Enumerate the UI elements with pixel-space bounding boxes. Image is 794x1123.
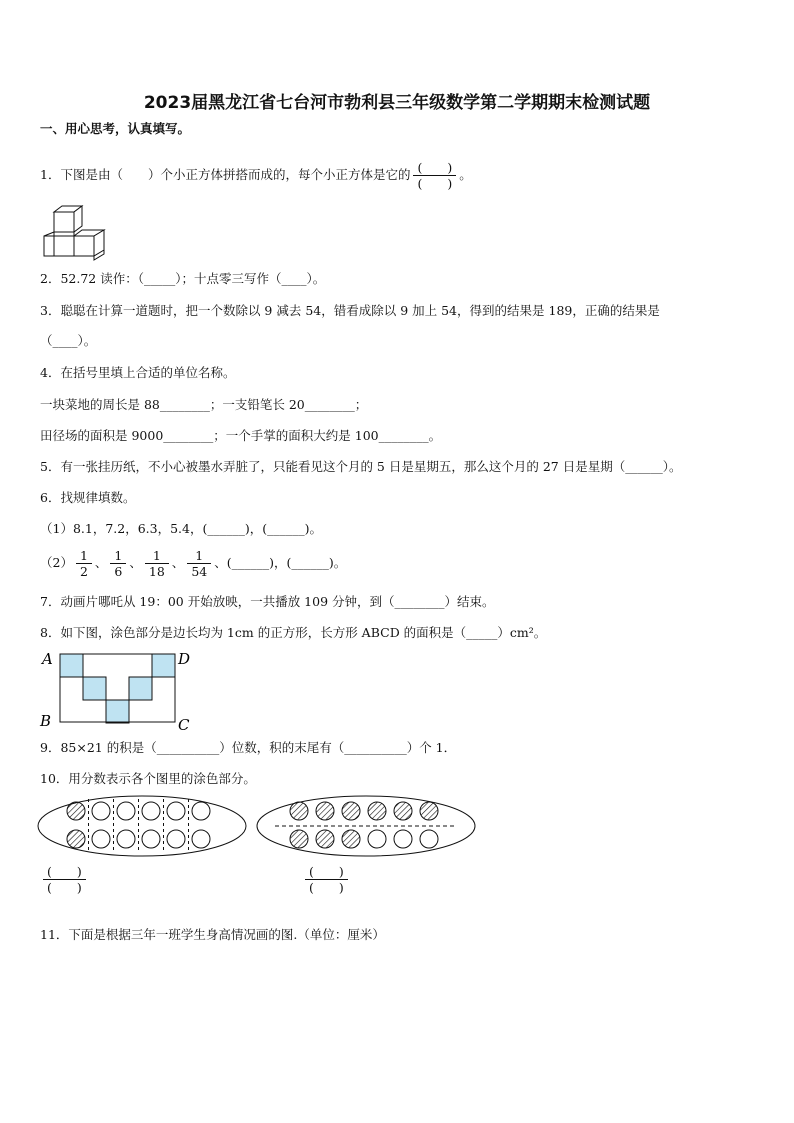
shaded-circle	[342, 802, 360, 820]
question-2: 2．52.72 读作：（_____）；十点零三写作（____）。	[40, 271, 326, 286]
q6-fraction-2	[110, 548, 126, 579]
circle	[142, 802, 160, 820]
question-4-line-1: 一块菜地的周长是 88________；一支铅笔长 20________；	[40, 397, 368, 412]
q10-answer-left	[40, 864, 89, 895]
q1-end: 。	[459, 167, 472, 182]
ellipse-figure-left	[36, 794, 248, 858]
question-5: 5．有一张挂历纸，不小心被墨水弄脏了，只能看见这个月的 5 日是星期五，那么这个月的 27 日是星期（______）。	[40, 459, 682, 474]
circle	[167, 830, 185, 848]
question-1	[40, 160, 472, 191]
question-11: 11．下面是根据三年一班学生身高情况画的图.（单位：厘米）	[40, 927, 385, 942]
shaded-circle	[342, 830, 360, 848]
shaded-circle	[394, 802, 412, 820]
q10-left-num: ( )	[43, 864, 86, 880]
label-b: B	[40, 712, 52, 730]
shaded-square	[152, 654, 175, 677]
question-9: 9．85×21 的积是（__________）位数，积的末尾有（__________）个 1．	[40, 740, 457, 755]
q6-frac4-den: 54	[191, 564, 208, 579]
q6-frac1-num: 1	[76, 548, 92, 564]
q6-fraction-1	[76, 548, 92, 579]
circle	[368, 830, 386, 848]
q10-left-den: ( )	[47, 880, 82, 895]
q6-fraction-4	[187, 548, 211, 579]
shaded-circle	[290, 830, 308, 848]
label-c: C	[178, 716, 190, 732]
question-4-line-2: 田径场的面积是 9000________；一个手掌的面积大约是 100________。	[40, 428, 442, 443]
circle	[420, 830, 438, 848]
shaded-circle	[420, 802, 438, 820]
q1-denominator: ( )	[417, 176, 453, 191]
shaded-circle	[316, 830, 334, 848]
q10-right-den: ( )	[309, 880, 344, 895]
question-3-line-2: （____）。	[40, 333, 97, 348]
circle	[192, 830, 210, 848]
shaded-circle	[67, 802, 85, 820]
q10-answer-right	[302, 864, 351, 895]
shaded-square	[129, 677, 152, 700]
shaded-circle	[368, 802, 386, 820]
question-4-title: 4．在括号里填上合适的单位名称。	[40, 365, 236, 380]
section-heading: 一、用心思考，认真填写。	[40, 121, 191, 136]
shaded-squares	[60, 654, 175, 723]
step-outline	[60, 677, 175, 700]
q6-frac2-num: 1	[110, 548, 126, 564]
ellipse-figure-right	[255, 794, 477, 858]
circle	[394, 830, 412, 848]
question-3-line-1: 3．聪聪在计算一道题时，把一个数除以 9 减去 54，错看成除以 9 加上 54，得到的结果是 189，正确的结果是	[40, 303, 660, 318]
question-10-title: 10．用分数表示各个图里的涂色部分。	[40, 771, 256, 786]
q6-frac1-den: 2	[79, 564, 88, 579]
question-6-sub-2: （2） $\frac{1}{2}$ 、 $\frac{1}{6}$ 、 $\frac{1}{18}$ 、 $\frac{1}{54}$ 、(______)，(______)。	[40, 548, 347, 579]
question-6-title: 6．找规律填数。	[40, 490, 136, 505]
circle	[92, 830, 110, 848]
shaded-square	[106, 700, 129, 723]
q1-fraction	[413, 160, 456, 191]
q6-sub2-label: （2）	[40, 555, 73, 570]
rectangle-abcd-figure	[38, 646, 198, 732]
q1-text: 1．下图是由（ ）个小正方体拼搭而成的，每个小正方体是它的	[40, 167, 411, 182]
q10-right-num: ( )	[305, 864, 348, 880]
question-6-sub-1: （1）8.1，7.2，6.3，5.4，(______)，(______)。	[40, 521, 322, 536]
shaded-square	[60, 654, 83, 677]
q6-sub2-tail: 、(______)，(______)。	[214, 555, 347, 570]
circle	[117, 830, 135, 848]
cube-stack-figure	[42, 204, 108, 262]
circle	[117, 802, 135, 820]
q6-frac4-num: 1	[187, 548, 211, 564]
q1-numerator: ( )	[413, 160, 456, 176]
shaded-circle	[290, 802, 308, 820]
shaded-circle	[67, 830, 85, 848]
shaded-square	[83, 677, 106, 700]
q10-right-fraction	[305, 864, 348, 895]
q10-left-fraction	[43, 864, 86, 895]
q6-frac2-den: 6	[114, 564, 123, 579]
question-7: 7．动画片哪吒从 19：00 开始放映，一共播放 109 分钟，到（________）结束。	[40, 594, 495, 609]
q6-frac3-den: 18	[148, 564, 165, 579]
circle	[92, 802, 110, 820]
q6-frac3-num: 1	[145, 548, 169, 564]
circle	[192, 802, 210, 820]
q6-fraction-3	[145, 548, 169, 579]
label-a: A	[42, 650, 53, 668]
circle	[167, 802, 185, 820]
page-title: 2023届黑龙江省七台河市勃利县三年级数学第二学期期末检测试题	[143, 93, 651, 113]
label-d: D	[178, 650, 191, 668]
question-8: 8．如下图，涂色部分是边长均为 1cm 的正方形，长方形 ABCD 的面积是（_____）cm²。	[40, 625, 547, 640]
circle	[142, 830, 160, 848]
shaded-circle	[316, 802, 334, 820]
